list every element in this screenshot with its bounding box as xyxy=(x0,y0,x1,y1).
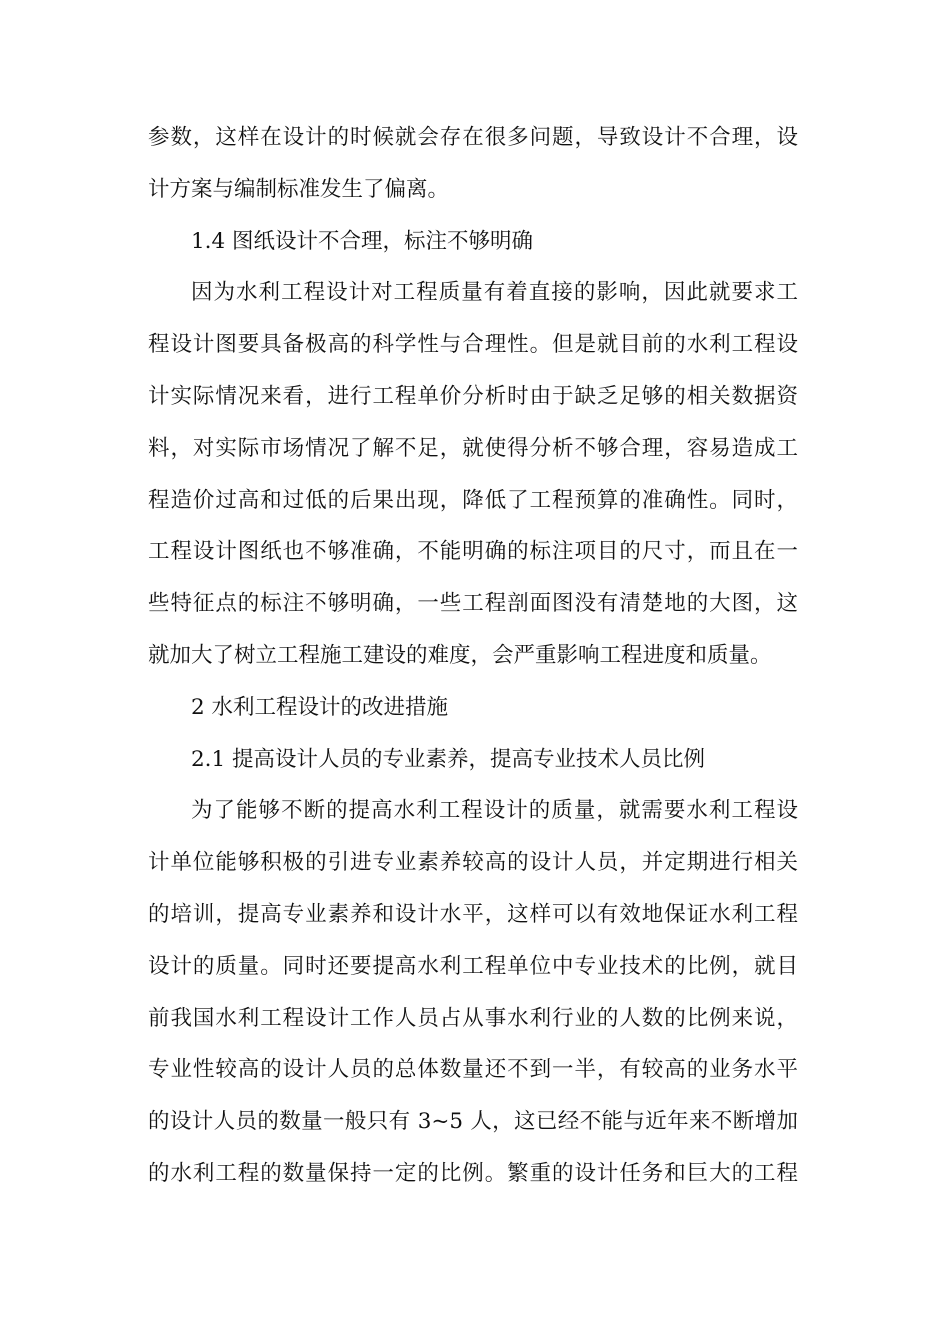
text-line: 计实际情况来看，进行工程单价分析时由于缺乏足够的相关数据资 xyxy=(148,383,798,409)
text-line: 程造价过高和过低的后果出现，降低了工程预算的准确性。同时， xyxy=(148,487,798,513)
subsection-heading: 2.1 提高设计人员的专业素养，提高专业技术人员比例 xyxy=(191,746,706,772)
text-line: 工程设计图纸也不够准确，不能明确的标注项目的尺寸，而且在一 xyxy=(148,539,798,565)
text-line: 参数，这样在设计的时候就会存在很多问题，导致设计不合理，设 xyxy=(148,125,798,150)
text-line: 的培训，提高专业素养和设计水平，这样可以有效地保证水利工程 xyxy=(148,901,798,927)
text-line: 程设计图要具备极高的科学性与合理性。但是就目前的水利工程设 xyxy=(148,332,798,358)
text-line: 些特征点的标注不够明确，一些工程剖面图没有清楚地的大图，这 xyxy=(148,591,798,617)
text-line: 料，对实际市场情况了解不足，就使得分析不够合理，容易造成工 xyxy=(148,435,798,461)
section-heading: 2 水利工程设计的改进措施 xyxy=(191,694,449,720)
document-page xyxy=(148,112,798,1200)
text-line: 就加大了树立工程施工建设的难度，会严重影响工程进度和质量。 xyxy=(148,642,772,668)
text-line: 专业性较高的设计人员的总体数量还不到一半，有较高的业务水平 xyxy=(148,1057,798,1083)
text-line: 因为水利工程设计对工程质量有着直接的影响，因此就要求工 xyxy=(191,280,798,306)
text-line: 前我国水利工程设计工作人员占从事水利行业的人数的比例来说， xyxy=(148,1005,798,1031)
text-line: 的设计人员的数量一般只有 3~5 人，这已经不能与近年来不断增加 xyxy=(148,1109,798,1135)
section-heading: 1.4 图纸设计不合理，标注不够明确 xyxy=(191,228,534,254)
text-line: 设计的质量。同时还要提高水利工程单位中专业技术的比例，就目 xyxy=(148,953,798,979)
text-line: 计方案与编制标准发生了偏离。 xyxy=(148,176,450,202)
text-line: 计单位能够积极的引进专业素养较高的设计人员，并定期进行相关 xyxy=(148,850,798,876)
text-line: 为了能够不断的提高水利工程设计的质量，就需要水利工程设 xyxy=(191,798,798,824)
text-line: 的水利工程的数量保持一定的比例。繁重的设计任务和巨大的工程 xyxy=(148,1160,798,1186)
